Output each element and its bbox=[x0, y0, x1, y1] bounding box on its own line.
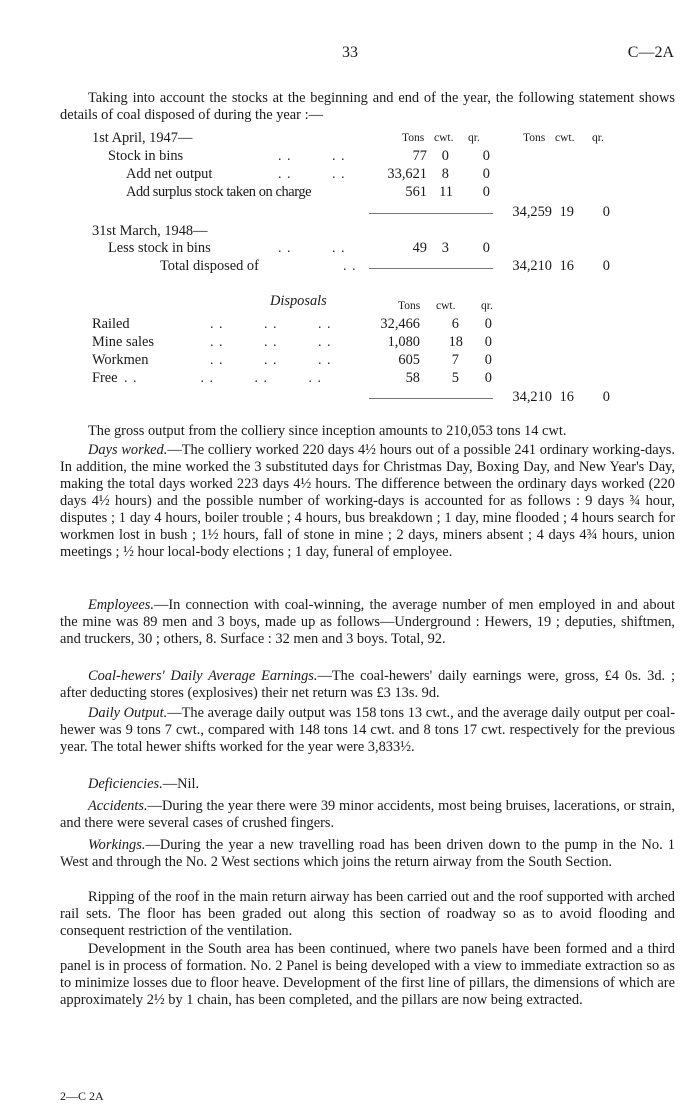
col-header-qr: qr. bbox=[468, 132, 480, 144]
col-header-qr-right: qr. bbox=[592, 132, 604, 144]
subtotal-qr: 0 bbox=[602, 204, 610, 220]
leader-dots: . . . . . . bbox=[210, 353, 332, 368]
stock-row-tons: 33,621 bbox=[387, 166, 427, 182]
col-header-qr: qr. bbox=[481, 300, 493, 312]
stock-row-cwt: 8 bbox=[441, 166, 449, 182]
total-rule bbox=[369, 268, 493, 269]
leader-dots: . . . . bbox=[278, 241, 346, 256]
stock-row-qr: 0 bbox=[482, 166, 490, 182]
col-header-tons-right: Tons bbox=[523, 132, 546, 144]
stock-row-cwt: 0 bbox=[441, 148, 449, 164]
disposal-qr: 0 bbox=[484, 334, 492, 350]
disposals-total-cwt: 16 bbox=[559, 389, 574, 405]
earnings-text: —The coal-hewers' daily earnings were, gross, £4 0s. 3d. ; after deducting stores (explosives) their net return was £3 13s. 9d. bbox=[60, 668, 675, 701]
workings-paragraph bbox=[60, 837, 675, 871]
col-header-cwt-right: cwt. bbox=[555, 132, 575, 144]
col-header-tons: Tons bbox=[402, 132, 425, 144]
total-disposed-cwt: 16 bbox=[559, 258, 574, 274]
employees-text: —In connection with coal-winning, the average number of men employed in and about the mine was 89 men and 3 boys, made up as follows—Underground : Hewers, 19 ; deputies, shiftmen, and truckers, 30 ; others, 8. Surface : 32 men and 3 boys. Total, 92. bbox=[60, 597, 675, 647]
deficiencies-text: —Nil. bbox=[162, 776, 200, 792]
disposal-label: Mine sales bbox=[92, 334, 154, 350]
employees-heading: Employees. bbox=[88, 597, 154, 613]
stock-row-qr: 0 bbox=[482, 148, 490, 164]
less-stock-qr: 0 bbox=[482, 240, 490, 256]
leader-dots: . . . . . . . . bbox=[124, 371, 322, 386]
disposal-tons: 58 bbox=[405, 370, 420, 386]
ripping-paragraph: Ripping of the roof in the main return airway has been carried out and the roof supported with arched rail sets. The floor has been graded out along this section of roadway so as to avoid flooding and consequent restriction of the ventilation. bbox=[60, 889, 675, 939]
stock-row-qr: 0 bbox=[482, 184, 490, 200]
leader-dots: . . . . bbox=[278, 149, 346, 164]
disposals-total-tons: 34,210 bbox=[512, 389, 552, 405]
days-worked-paragraph bbox=[60, 442, 675, 561]
disposal-label: Workmen bbox=[92, 352, 149, 368]
opening-date-label: 1st April, 1947— bbox=[92, 130, 193, 146]
subtotal-cwt: 19 bbox=[559, 204, 574, 220]
closing-date-label: 31st March, 1948— bbox=[92, 223, 208, 239]
daily-output-heading: Daily Output. bbox=[88, 705, 168, 721]
stock-row-cwt: 11 bbox=[439, 184, 453, 200]
accidents-paragraph bbox=[60, 798, 675, 832]
accidents-text: —During the year there were 39 minor accidents, most being bruises, lacerations, or strain, and there were several cases of crushed fingers. bbox=[60, 798, 675, 831]
document-reference: C—2A bbox=[627, 44, 674, 61]
workings-heading: Workings. bbox=[88, 837, 146, 853]
disposals-title: Disposals bbox=[270, 293, 327, 309]
col-header-cwt: cwt. bbox=[436, 300, 456, 312]
employees-paragraph bbox=[60, 597, 675, 648]
disposals-total-qr: 0 bbox=[602, 389, 610, 405]
less-stock-label: Less stock in bins bbox=[108, 240, 211, 256]
total-disposed-qr: 0 bbox=[602, 258, 610, 274]
earnings-paragraph bbox=[60, 668, 675, 702]
leader-dots: . . . . bbox=[278, 167, 346, 182]
workings-text: —During the year a new travelling road has been driven down to the pump in the No. 1 West and through the No. 2 West sections which joins the return airway from the South Section. bbox=[60, 837, 675, 870]
disposal-cwt: 6 bbox=[451, 316, 459, 332]
stock-row-label: Add net output bbox=[126, 166, 213, 182]
total-disposed-tons: 34,210 bbox=[512, 258, 552, 274]
disposal-label: Railed bbox=[92, 316, 130, 332]
subtotal-tons: 34,259 bbox=[512, 204, 552, 220]
disposal-label: Free bbox=[92, 370, 118, 386]
disposals-total-rule bbox=[369, 398, 493, 399]
gross-output-paragraph: The gross output from the colliery since inception amounts to 210,053 tons 14 cwt. bbox=[88, 423, 567, 439]
stock-row-tons: 561 bbox=[405, 184, 427, 200]
intro-paragraph: Taking into account the stocks at the beginning and end of the year, the following statement shows details of coal disposed of during the year :— bbox=[60, 90, 675, 123]
stock-row-tons: 77 bbox=[412, 148, 427, 164]
total-disposed-label: Total disposed of bbox=[160, 258, 259, 274]
days-worked-heading: Days worked. bbox=[88, 442, 168, 458]
daily-output-paragraph bbox=[60, 705, 675, 756]
leader-dots: . . bbox=[343, 259, 357, 274]
less-stock-tons: 49 bbox=[412, 240, 427, 256]
days-worked-text: —The colliery worked 220 days 4½ hours out of a possible 241 ordinary working-days. In addition, the mine worked the 3 substituted days for Christmas Day, Boxing Day, and New Year's Day, making the total days worked 223 days 4½ hours. The difference between the ordinary days worked (220 days 4½ hours) and the possible number of working-days is accounted for as follows : 9 days ¾ hour, disputes ; 1 day 4 hours, boiler trouble ; 4 hours, bus breakdown ; 1 day, mine flooded ; 4 hours search for workmen lost in bush ; 1½ hours, fall of stone in mine ; 2 days, miners absent ; 4 days 4¾ hours, union meetings ; ½ hour local-body elections ; 1 day, funeral of employee. bbox=[60, 442, 676, 560]
footer-signature-mark: 2—C 2A bbox=[60, 1089, 104, 1103]
disposal-cwt: 7 bbox=[451, 352, 459, 368]
disposal-qr: 0 bbox=[484, 316, 492, 332]
disposal-qr: 0 bbox=[484, 352, 492, 368]
col-header-cwt: cwt. bbox=[434, 132, 454, 144]
disposal-cwt: 5 bbox=[451, 370, 459, 386]
stock-row-label: Add surplus stock taken on charge bbox=[126, 184, 312, 200]
development-paragraph: Development in the South area has been continued, where two panels have been formed and a third panel is in process of formation. No. 2 Panel is being developed with a view to immediate extraction so as to minimize losses due to floor heave. Development of the first line of pillars, the dimensions of which are approximately 2½ by 1 chain, has been completed, and the pillars are now being extracted. bbox=[60, 941, 675, 1008]
disposal-tons: 32,466 bbox=[380, 316, 420, 332]
earnings-heading: Coal-hewers' Daily Average Earnings. bbox=[88, 668, 318, 684]
disposal-qr: 0 bbox=[484, 370, 492, 386]
subtotal-rule bbox=[369, 213, 493, 214]
page-number: 33 bbox=[342, 44, 358, 61]
deficiencies-heading: Deficiencies. bbox=[88, 776, 163, 792]
less-stock-cwt: 3 bbox=[441, 240, 449, 256]
leader-dots: . . . . . . bbox=[210, 317, 332, 332]
disposal-tons: 605 bbox=[398, 352, 420, 368]
disposal-tons: 1,080 bbox=[387, 334, 420, 350]
deficiencies-paragraph bbox=[60, 776, 675, 793]
accidents-heading: Accidents. bbox=[88, 798, 148, 814]
col-header-tons: Tons bbox=[398, 300, 421, 312]
disposal-cwt: 18 bbox=[448, 334, 463, 350]
daily-output-text: —The average daily output was 158 tons 13 cwt., and the average daily output per coal-hewer was 9 tons 7 cwt., compared with 148 tons 14 cwt. and 8 tons 17 cwt. respectively for the previous year. The total hewer shifts worked for the year were 3,833½. bbox=[60, 705, 675, 755]
leader-dots: . . . . . . bbox=[210, 335, 332, 350]
stock-row-label: Stock in bins bbox=[108, 148, 184, 164]
